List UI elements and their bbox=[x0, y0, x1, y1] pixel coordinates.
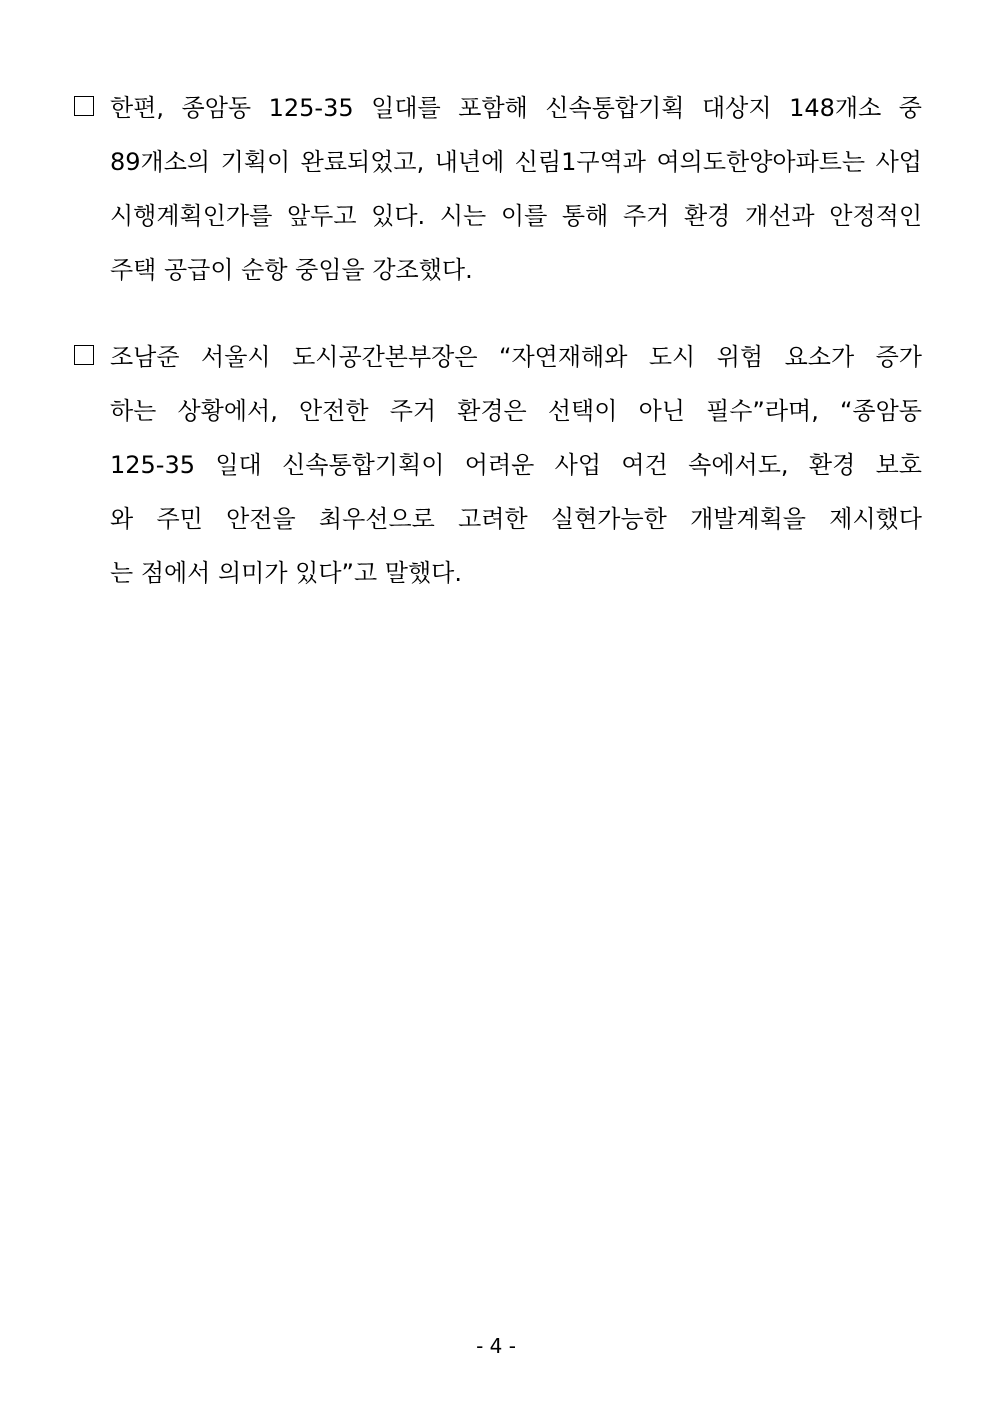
paragraph-2-line-4: 와 주민 안전을 최우선으로 고려한 실현가능한 개발계획을 제시했다 bbox=[110, 505, 922, 533]
paragraph-1-line-3: 시행계획인가를 앞두고 있다. 시는 이를 통해 주거 환경 개선과 안정적인 bbox=[110, 202, 922, 230]
checkbox-bullet-icon bbox=[74, 345, 94, 365]
paragraph-2-line-5: 는 점에서 의미가 있다”고 말했다. bbox=[110, 559, 462, 587]
page-number: - 4 - bbox=[476, 1334, 516, 1358]
paragraph-2-line-1: 조남준 서울시 도시공간본부장은 “자연재해와 도시 위험 요소가 증가 bbox=[110, 343, 922, 371]
paragraph-2-line-2: 하는 상황에서, 안전한 주거 환경은 선택이 아닌 필수”라며, “종암동 bbox=[110, 397, 922, 425]
paragraph-1-line-2: 89개소의 기획이 완료되었고, 내년에 신림1구역과 여의도한양아파트는 사업 bbox=[110, 148, 922, 176]
paragraph-1-line-1: 한편, 종암동 125-35 일대를 포함해 신속통합기획 대상지 148개소 중 bbox=[110, 94, 922, 122]
paragraph-1-line-4: 주택 공급이 순항 중임을 강조했다. bbox=[110, 256, 473, 284]
checkbox-bullet-icon bbox=[74, 96, 94, 116]
paragraph-2-line-3: 125-35 일대 신속통합기획이 어려운 사업 여건 속에서도, 환경 보호 bbox=[110, 451, 922, 479]
